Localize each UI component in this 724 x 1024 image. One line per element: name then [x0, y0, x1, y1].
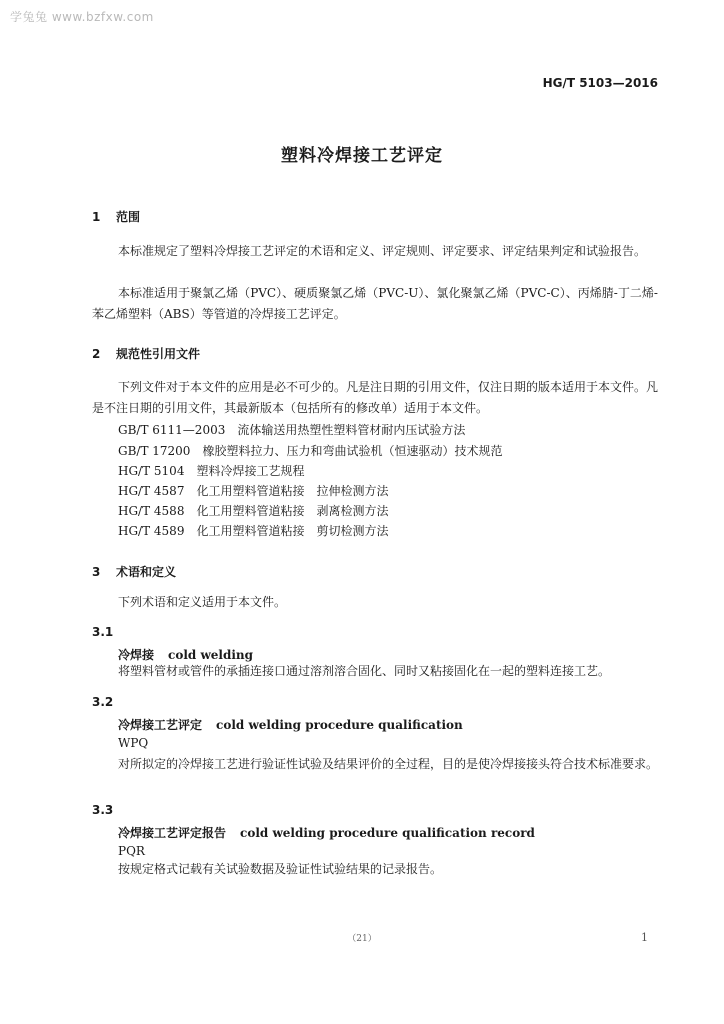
page-title: 塑料冷焊接工艺评定 — [281, 146, 443, 166]
section-number: 1 — [92, 210, 101, 224]
term-heading — [118, 824, 535, 841]
section-1-heading — [92, 208, 140, 225]
term-abbreviation: WPQ — [118, 736, 149, 750]
terms-intro: 下列术语和定义适用于本文件。 — [118, 595, 287, 609]
standard-number: HG/T 5103—2016 — [542, 76, 658, 90]
term-english: cold welding procedure qualification record — [240, 826, 535, 840]
reference-item: GB/T 17200 橡胶塑料拉力、压力和弯曲试验机（恒速驱动）技术规范 — [118, 444, 503, 458]
reference-item: HG/T 4589 化工用塑料管道粘接 剪切检测方法 — [118, 524, 389, 538]
reference-item: HG/T 4587 化工用塑料管道粘接 拉伸检测方法 — [118, 484, 389, 498]
watermark: 学兔兔 www.bzfxw.com — [10, 10, 154, 24]
footer-center-number: （21） — [347, 934, 377, 944]
section-title: 术语和定义 — [116, 565, 177, 579]
section-number: 3 — [92, 565, 101, 579]
term-definition: 对所拟定的冷焊接工艺进行验证性试验及结果评价的全过程，目的是使冷焊接接头符合技术标准要求。 — [118, 757, 659, 771]
scope-paragraph-1: 本标准规定了塑料冷焊接工艺评定的术语和定义、评定规则、评定要求、评定结果判定和试验报告。 — [118, 244, 647, 258]
term-english: cold welding — [168, 648, 254, 662]
section-number: 2 — [92, 347, 101, 361]
reference-item: HG/T 5104 塑料冷焊接工艺规程 — [118, 464, 305, 478]
reference-item: HG/T 4588 化工用塑料管道粘接 剥离检测方法 — [118, 504, 389, 518]
page-number: 1 — [641, 931, 648, 944]
clause-number: 3.1 — [92, 625, 114, 639]
term-chinese: 冷焊接 — [118, 648, 155, 662]
term-english: cold welding procedure qualification — [216, 718, 463, 732]
section-3-heading — [92, 563, 176, 580]
section-2-heading — [92, 345, 200, 362]
term-definition: 按规定格式记载有关试验数据及验证性试验结果的记录报告。 — [118, 862, 443, 876]
term-chinese: 冷焊接工艺评定报告 — [118, 826, 227, 840]
term-abbreviation: PQR — [118, 844, 145, 858]
clause-number: 3.2 — [92, 695, 114, 709]
scope-paragraph-2: 本标准适用于聚氯乙烯（PVC）、硬质聚氯乙烯（PVC-U）、氯化聚氯乙烯（PVC-C）、丙烯腈-丁二烯-苯乙烯塑料（ABS）等管道的冷焊接工艺评定。 — [92, 286, 658, 321]
term-heading — [118, 716, 463, 733]
clause-number: 3.3 — [92, 803, 114, 817]
references-intro: 下列文件对于本文件的应用是必不可少的。凡是注日期的引用文件，仅注日期的版本适用于本文件。凡是不注日期的引用文件，其最新版本（包括所有的修改单）适用于本文件。 — [92, 380, 659, 415]
term-definition: 将塑料管材或管件的承插连接口通过溶剂溶合固化、同时又粘接固化在一起的塑料连接工艺。 — [118, 664, 611, 678]
section-title: 范围 — [116, 210, 141, 224]
reference-item: GB/T 6111—2003 流体输送用热塑性塑料管材耐内压试验方法 — [118, 423, 466, 437]
term-chinese: 冷焊接工艺评定 — [118, 718, 203, 732]
section-title: 规范性引用文件 — [116, 347, 201, 361]
